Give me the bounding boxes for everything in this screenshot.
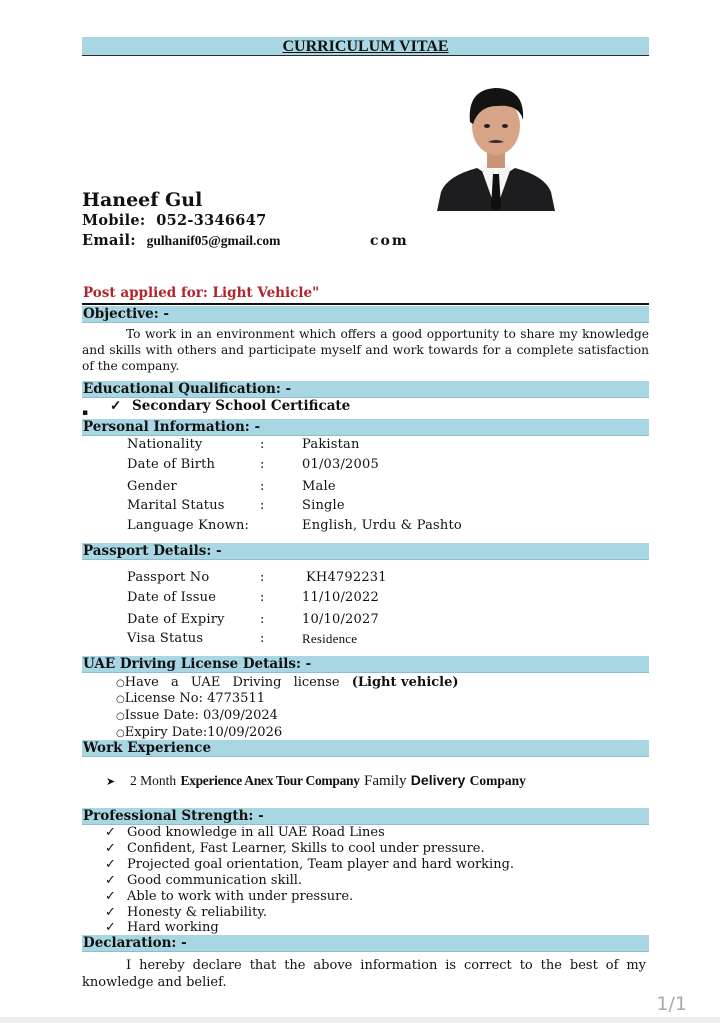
checkmark-icon: ✓: [105, 857, 116, 872]
cv-title: CURRICULUM VITAE: [282, 38, 449, 55]
bullet-mark: ▪: [82, 408, 89, 418]
strength-heading: Professional Strength: -: [82, 808, 649, 825]
personal-heading: Personal Information: -: [82, 419, 649, 436]
email-value: gulhanif05@gmail.com: [146, 233, 281, 248]
mobile-line: [82, 212, 266, 229]
declaration-text: I hereby declare that the above information is correct to the best of my knowledge and belief.: [82, 958, 646, 990]
strength-item: ✓ Confident, Fast Learner, Skills to cool under pressure.: [105, 841, 485, 856]
checkmark-icon: ✓: [105, 905, 116, 920]
email-label: Email:: [82, 232, 136, 249]
candidate-name: Haneef Gul: [82, 189, 203, 211]
page-indicator: 1/1: [656, 993, 687, 1015]
strength-item: ✓ Good communication skill.: [105, 873, 303, 888]
mobile-label: Mobile:: [82, 212, 146, 229]
strength-item: ✓ Able to work with under pressure.: [105, 889, 354, 904]
arrow-bullet-icon: ➤: [106, 775, 116, 788]
profile-photo: [437, 80, 555, 211]
objective-text: To work in an environment which offers a good opportunity to share my knowledge and skills with others and participate myself and work towards for a complete satisfaction of the company.: [82, 327, 649, 373]
work-heading: Work Experience: [82, 740, 649, 757]
education-heading: Educational Qualification: -: [82, 381, 649, 398]
strength-item: ✓ Honesty & reliability.: [105, 905, 268, 920]
strength-item: ✓ Good knowledge in all UAE Road Lines: [105, 825, 385, 840]
passport-heading: Passport Details: -: [82, 543, 649, 560]
email-line: [82, 232, 280, 249]
checkmark-icon: ✓: [105, 920, 116, 935]
post-applied: Post applied for: Light Vehicle": [82, 285, 649, 305]
checkmark-icon: ✓: [105, 841, 116, 856]
checkmark-icon: ✓: [105, 825, 116, 840]
checkmark-icon: ✓: [105, 873, 116, 888]
work-item: ➤ 2 Month Experience Anex Tour Company Family Delivery Company: [106, 772, 526, 789]
education-item: ✓ Secondary School Certificate: [110, 398, 351, 414]
license-item: ○License No: 4773511: [116, 691, 265, 706]
bottom-strip: [0, 1017, 720, 1023]
checkmark-icon: ✓: [110, 398, 122, 414]
objective-heading: Objective: -: [82, 306, 649, 323]
license-item: ○Expiry Date:10/09/2026: [116, 725, 283, 740]
email-suffix: com: [370, 233, 409, 249]
circle-bullet-icon: ○: [116, 678, 125, 689]
license-heading: UAE Driving License Details: -: [82, 656, 649, 673]
strength-item: ✓ Hard working: [105, 920, 219, 935]
strength-item: ✓ Projected goal orientation, Team player and hard working.: [105, 857, 515, 872]
circle-bullet-icon: ○: [116, 728, 125, 739]
cv-title-bar: [82, 37, 649, 56]
circle-bullet-icon: ○: [116, 694, 125, 705]
license-item: ○Have a UAE Driving license (Light vehicle): [116, 675, 459, 690]
license-item: ○Issue Date: 03/09/2024: [116, 708, 278, 723]
mobile-value: 052-3346647: [156, 212, 267, 229]
declaration-heading: Declaration: -: [82, 935, 649, 952]
checkmark-icon: ✓: [105, 889, 116, 904]
circle-bullet-icon: ○: [116, 711, 125, 722]
